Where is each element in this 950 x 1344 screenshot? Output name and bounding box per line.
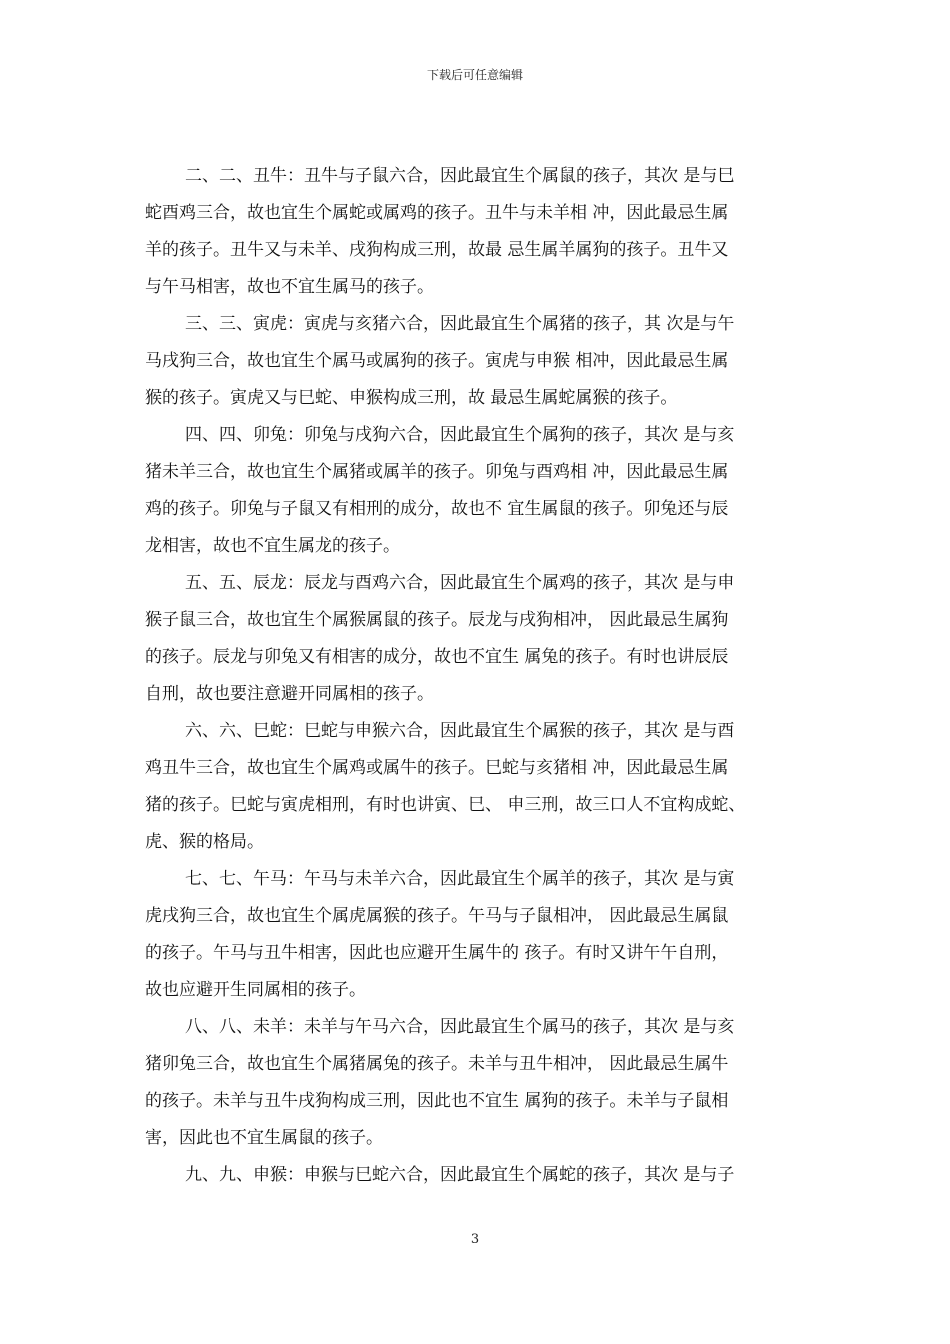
paragraph-first-line: 七、七、午马：午马与未羊六合，因此最宜生个属羊的孩子，其次 是与寅	[185, 869, 735, 889]
paragraph-first-line: 三、三、寅虎：寅虎与亥猪六合，因此最宜生个属猪的孩子，其 次是与午	[185, 314, 735, 334]
paragraph-line: 猪的孩子。巳蛇与寅虎相刑，有时也讲寅、巳、 申三刑，故三口人不宜构成蛇、	[145, 795, 746, 815]
paragraph-line: 自刑，故也要注意避开同属相的孩子。	[145, 684, 434, 704]
paragraph-line: 害，因此也不宜生属鼠的孩子。	[145, 1128, 383, 1148]
paragraph-line: 龙相害，故也不宜生属龙的孩子。	[145, 536, 400, 556]
paragraph-line: 与午马相害，故也不宜生属马的孩子。	[145, 277, 434, 297]
paragraph-line: 羊的孩子。丑牛又与未羊、戌狗构成三刑，故最 忌生属羊属狗的孩子。丑牛又	[145, 240, 729, 260]
paragraph-line: 鸡丑牛三合，故也宜生个属鸡或属牛的孩子。巳蛇与亥猪相 冲，因此最忌生属	[145, 758, 729, 778]
paragraph-line: 的孩子。未羊与丑牛戌狗构成三刑，因此也不宜生 属狗的孩子。未羊与子鼠相	[145, 1091, 729, 1111]
paragraph-line: 的孩子。午马与丑牛相害，因此也应避开生属牛的 孩子。有时又讲午午自刑，	[145, 943, 729, 963]
paragraph-line: 猪未羊三合，故也宜生个属猪或属羊的孩子。卯兔与酉鸡相 冲，因此最忌生属	[145, 462, 729, 482]
paragraph-first-line: 五、五、辰龙：辰龙与酉鸡六合，因此最宜生个属鸡的孩子，其次 是与申	[185, 573, 735, 593]
paragraph-line: 故也应避开生同属相的孩子。	[145, 980, 366, 1000]
paragraph-first-line: 六、六、巳蛇：巳蛇与申猴六合，因此最宜生个属猴的孩子，其次 是与酉	[185, 721, 735, 741]
document-body	[145, 158, 809, 1194]
paragraph-line: 蛇酉鸡三合，故也宜生个属蛇或属鸡的孩子。丑牛与未羊相 冲，因此最忌生属	[145, 203, 729, 223]
paragraph-first-line: 四、四、卯兔：卯兔与戌狗六合，因此最宜生个属狗的孩子，其次 是与亥	[185, 425, 735, 445]
page-number: 3	[470, 1232, 480, 1247]
paragraph-first-line: 二、二、丑牛：丑牛与子鼠六合，因此最宜生个属鼠的孩子，其次 是与巳	[185, 166, 735, 186]
paragraph-line: 虎戌狗三合，故也宜生个属虎属猴的孩子。午马与子鼠相冲， 因此最忌生属鼠	[145, 906, 729, 926]
page-header: 下载后可任意编辑	[426, 68, 523, 82]
paragraph-line: 猪卯兔三合，故也宜生个属猪属兔的孩子。未羊与丑牛相冲， 因此最忌生属牛	[145, 1054, 729, 1074]
paragraph-line: 马戌狗三合，故也宜生个属马或属狗的孩子。寅虎与申猴 相冲，因此最忌生属	[145, 351, 729, 371]
paragraph-line: 猴的孩子。寅虎又与巳蛇、申猴构成三刑，故 最忌生属蛇属猴的孩子。	[145, 388, 678, 408]
paragraph-line: 猴子鼠三合，故也宜生个属猴属鼠的孩子。辰龙与戌狗相冲， 因此最忌生属狗	[145, 610, 729, 630]
paragraph-line: 的孩子。辰龙与卯兔又有相害的成分，故也不宜生 属兔的孩子。有时也讲辰辰	[145, 647, 729, 667]
paragraph-first-line: 九、九、申猴：申猴与巳蛇六合，因此最宜生个属蛇的孩子，其次 是与子	[185, 1165, 735, 1185]
paragraph-line: 虎、猴的格局。	[145, 832, 264, 852]
paragraph-line: 鸡的孩子。卯兔与子鼠又有相刑的成分，故也不 宜生属鼠的孩子。卯兔还与辰	[145, 499, 729, 519]
paragraph-first-line: 八、八、未羊：未羊与午马六合，因此最宜生个属马的孩子，其次 是与亥	[185, 1017, 735, 1037]
